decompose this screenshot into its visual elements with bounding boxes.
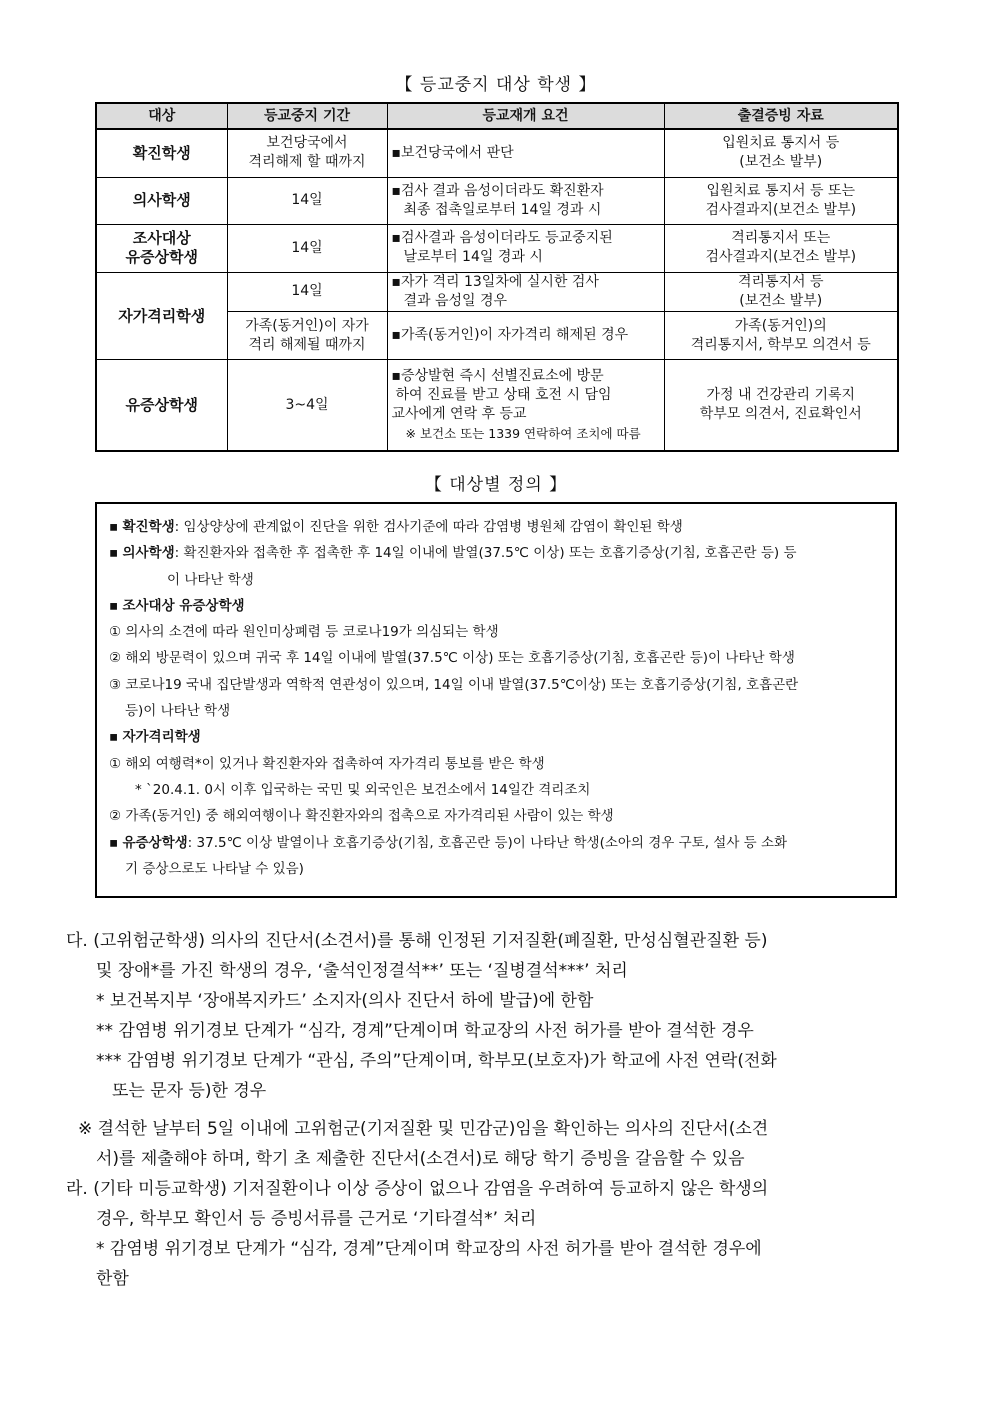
note-paragraph-cont: 서)를 제출해야 하며, 학기 초 제출한 진단서(소견서)로 해당 학기 증빙을 갈음할 수 있음 (96, 1149, 745, 1169)
def-line: ② 해외 방문력이 있으며 귀국 후 14일 이내에 발열(37.5℃ 이상) 또는 호흡기증상(기침, 호흡곤란 등)이 나타난 학생 (109, 650, 795, 667)
definitions-box (95, 502, 897, 898)
note-paragraph: ※ 결석한 날부터 5일 이내에 고위험군(기저질환 및 민감군)임을 확인하는 의사의 진단서(소견 (78, 1119, 769, 1139)
cell-period: 14일 (227, 224, 387, 272)
cell-proof (664, 224, 898, 272)
table-row (96, 129, 898, 177)
cell-target: 확진학생 (96, 129, 227, 177)
cell-line: ▪증상발현 즉시 선별진료소에 방문 (391, 368, 604, 385)
def-line: ③ 코로나19 국내 집단발생과 역학적 연관성이 있으며, 14일 이내 발열(37.5℃이상) 또는 호흡기증상(기침, 호흡곤란 (109, 676, 799, 693)
cell-proof (664, 360, 898, 451)
def-text: : 확진환자와 접촉한 후 접촉한 후 14일 이내에 발열(37.5℃ 이상) 또는 호흡기증상(기침, 호흡곤란 등) 등 (174, 545, 797, 562)
cell-line: 입원치료 통지서 등 (722, 135, 840, 152)
def-line: ▪ 자가격리학생 (109, 729, 201, 746)
cell-line: 최종 접촉일로부터 14일 경과 시 (403, 201, 602, 218)
footnote: *** 감염병 위기경보 단계가 “관심, 주의”단계이며, 학부모(보호자)가 학교에 사전 연락(전화 (96, 1051, 777, 1071)
attendance-suspension-table (95, 102, 899, 452)
paragraph-ra-cont: 경우, 학부모 확인서 등 증빙서류를 근거로 ‘기타결석*’ 처리 (96, 1209, 537, 1229)
cell-line: 격리 해제될 때까지 (248, 336, 366, 353)
def-label: 유증상학생 (122, 834, 188, 851)
cell-target: 유증상학생 (96, 360, 227, 451)
cell-line: 가족(동거인)의 (734, 317, 827, 334)
cell-line: 격리해제 할 때까지 (248, 154, 366, 171)
footnote-cont: 또는 문자 등)한 경우 (112, 1081, 267, 1101)
cell-line: 검사결과지(보건소 발부) (705, 249, 857, 266)
cell-requirement (387, 272, 664, 311)
cell-period (227, 312, 387, 360)
def-label: 확진학생 (122, 519, 175, 535)
cell-line: 검사결과지(보건소 발부) (705, 201, 857, 218)
cell-line: (보건소 발부) (739, 154, 823, 171)
table-title: 【 등교중지 대상 학생 】 (395, 75, 597, 95)
def-line: ① 해외 여행력*이 있거나 확진환자와 접촉하여 자가격리 통보를 받은 학생 (109, 755, 545, 772)
def-text: : 임상양상에 관계없이 진단을 위한 검사기준에 따라 감염병 병원체 감염이 확인된 학생 (174, 519, 683, 535)
def-line: 등)이 나타난 학생 (125, 703, 231, 720)
cell-target: 의사학생 (96, 177, 227, 224)
cell-period: 14일 (227, 177, 387, 224)
cell-line: 입원치료 통지서 등 또는 (706, 182, 856, 199)
header-period: 등교중지 기간 (227, 103, 387, 129)
cell-proof (664, 129, 898, 177)
cell-line: (보건소 발부) (739, 292, 823, 309)
cell-line: 날로부터 14일 경과 시 (403, 249, 543, 266)
footnote: ** 감염병 위기경보 단계가 “심각, 경계”단계이며 학교장의 사전 허가를 받아 결석한 경우 (96, 1021, 754, 1041)
paragraph-ra: 라. (기타 미등교학생) 기저질환이나 이상 증상이 없으나 감염을 우려하여 등교하지 않은 학생의 (66, 1179, 769, 1199)
footnote: * 보건복지부 ‘장애복지카드’ 소지자(의사 진단서 하에 발급)에 한함 (96, 991, 594, 1011)
header-target: 대상 (96, 103, 227, 129)
cell-line: ▪자가 격리 13일차에 실시한 검사 (391, 273, 599, 290)
header-requirement: 등교재개 요건 (387, 103, 664, 129)
def-line: ② 가족(동거인) 중 해외여행이나 확진환자와의 접촉으로 자가격리된 사람이 있는 학생 (109, 808, 614, 825)
def-line: ▪ 확진학생: 임상양상에 관계없이 진단을 위한 검사기준에 따라 감염병 병원체 감염이 확인된 학생 (109, 519, 683, 535)
cell-requirement (387, 177, 664, 224)
cell-requirement (387, 312, 664, 360)
cell-line: 교사에게 연락 후 등교 (391, 406, 527, 423)
table-row (96, 272, 898, 311)
requirement-note: ※ 보건소 또는 1339 연락하여 조치에 따름 (405, 426, 641, 442)
cell-line: 하여 진료를 받고 상태 호전 시 담임 (395, 387, 612, 404)
cell-line: 조사대상 (132, 229, 191, 248)
cell-proof (664, 272, 898, 311)
cell-proof (664, 177, 898, 224)
body-text (66, 926, 946, 1294)
table-row (96, 224, 898, 272)
cell-proof (664, 312, 898, 360)
def-line: ① 의사의 소견에 따라 원인미상폐렴 등 코로나19가 의심되는 학생 (109, 624, 499, 641)
table-row (96, 177, 898, 224)
cell-line: 보건당국에서 (266, 135, 348, 152)
footnote-cont: 한함 (96, 1269, 129, 1289)
def-line: 기 증상으로도 나타날 수 있음) (125, 860, 304, 877)
cell-line: 유증상학생 (125, 248, 198, 267)
cell-line: 격리통지서, 학부모 의견서 등 (690, 336, 871, 353)
def-label: 의사학생 (122, 545, 175, 562)
definitions-title: 【 대상별 정의 】 (424, 475, 568, 495)
def-text: : 37.5℃ 이상 발열이나 호흡기증상(기침, 호흡곤란 등)이 나타난 학생(소아의 경우 구토, 설사 등 소화 (187, 834, 788, 851)
cell-requirement (387, 224, 664, 272)
cell-line: 가족(동거인)이 자가 (245, 317, 369, 334)
paragraph-da-cont: 및 장애*를 가진 학생의 경우, ‘출석인정결석**’ 또는 ‘질병결석***’ 처리 (96, 961, 628, 981)
cell-line: 결과 음성일 경우 (403, 292, 508, 309)
footnote: * 감염병 위기경보 단계가 “심각, 경계”단계이며 학교장의 사전 허가를 받아 결석한 경우에 (96, 1239, 762, 1259)
cell-period: 3~4일 (227, 360, 387, 451)
cell-period (227, 129, 387, 177)
cell-target: 자가격리학생 (96, 272, 227, 359)
def-label: 조사대상 유증상학생 (122, 597, 245, 614)
def-line: ▪ 의사학생: 확진환자와 접촉한 후 접촉한 후 14일 이내에 발열(37.5℃ 이상) 또는 호흡기증상(기침, 호흡곤란 등) 등 (109, 545, 797, 562)
cell-line: 격리통지서 또는 (731, 230, 831, 247)
cell-line: 격리통지서 등 (737, 273, 824, 290)
def-line: * `20.4.1. 0시 이후 입국하는 국민 및 외국인은 보건소에서 14일간 격리조치 (135, 781, 591, 798)
cell-requirement (387, 360, 664, 451)
cell-line: ▪검사결과 음성이더라도 등교중지된 (391, 230, 613, 247)
cell-period: 14일 (227, 272, 387, 311)
cell-requirement (387, 129, 664, 177)
def-line: 이 나타난 학생 (167, 571, 254, 588)
cell-target (96, 224, 227, 272)
cell-line: ▪가족(동거인)이 자가격리 해제된 경우 (391, 327, 629, 344)
table-row (96, 360, 898, 451)
def-label: 자가격리학생 (122, 729, 201, 746)
cell-line: 가정 내 건강관리 기록지 (706, 387, 856, 404)
cell-line: ▪검사 결과 음성이더라도 확진환자 (391, 182, 604, 199)
def-line: ▪ 조사대상 유증상학생 (109, 597, 245, 614)
paragraph-da: 다. (고위험군학생) 의사의 진단서(소견서)를 통해 인정된 기저질환(폐질환, 만성심혈관질환 등) (66, 931, 768, 951)
cell-line: ▪보건당국에서 판단 (391, 144, 514, 161)
cell-line: 학부모 의견서, 진료확인서 (699, 406, 862, 423)
table-header-row (96, 103, 898, 129)
def-line: ▪ 유증상학생: 37.5℃ 이상 발열이나 호흡기증상(기침, 호흡곤란 등)이 나타난 학생(소아의 경우 구토, 설사 등 소화 (109, 834, 788, 851)
header-proof: 출결증빙 자료 (664, 103, 898, 129)
